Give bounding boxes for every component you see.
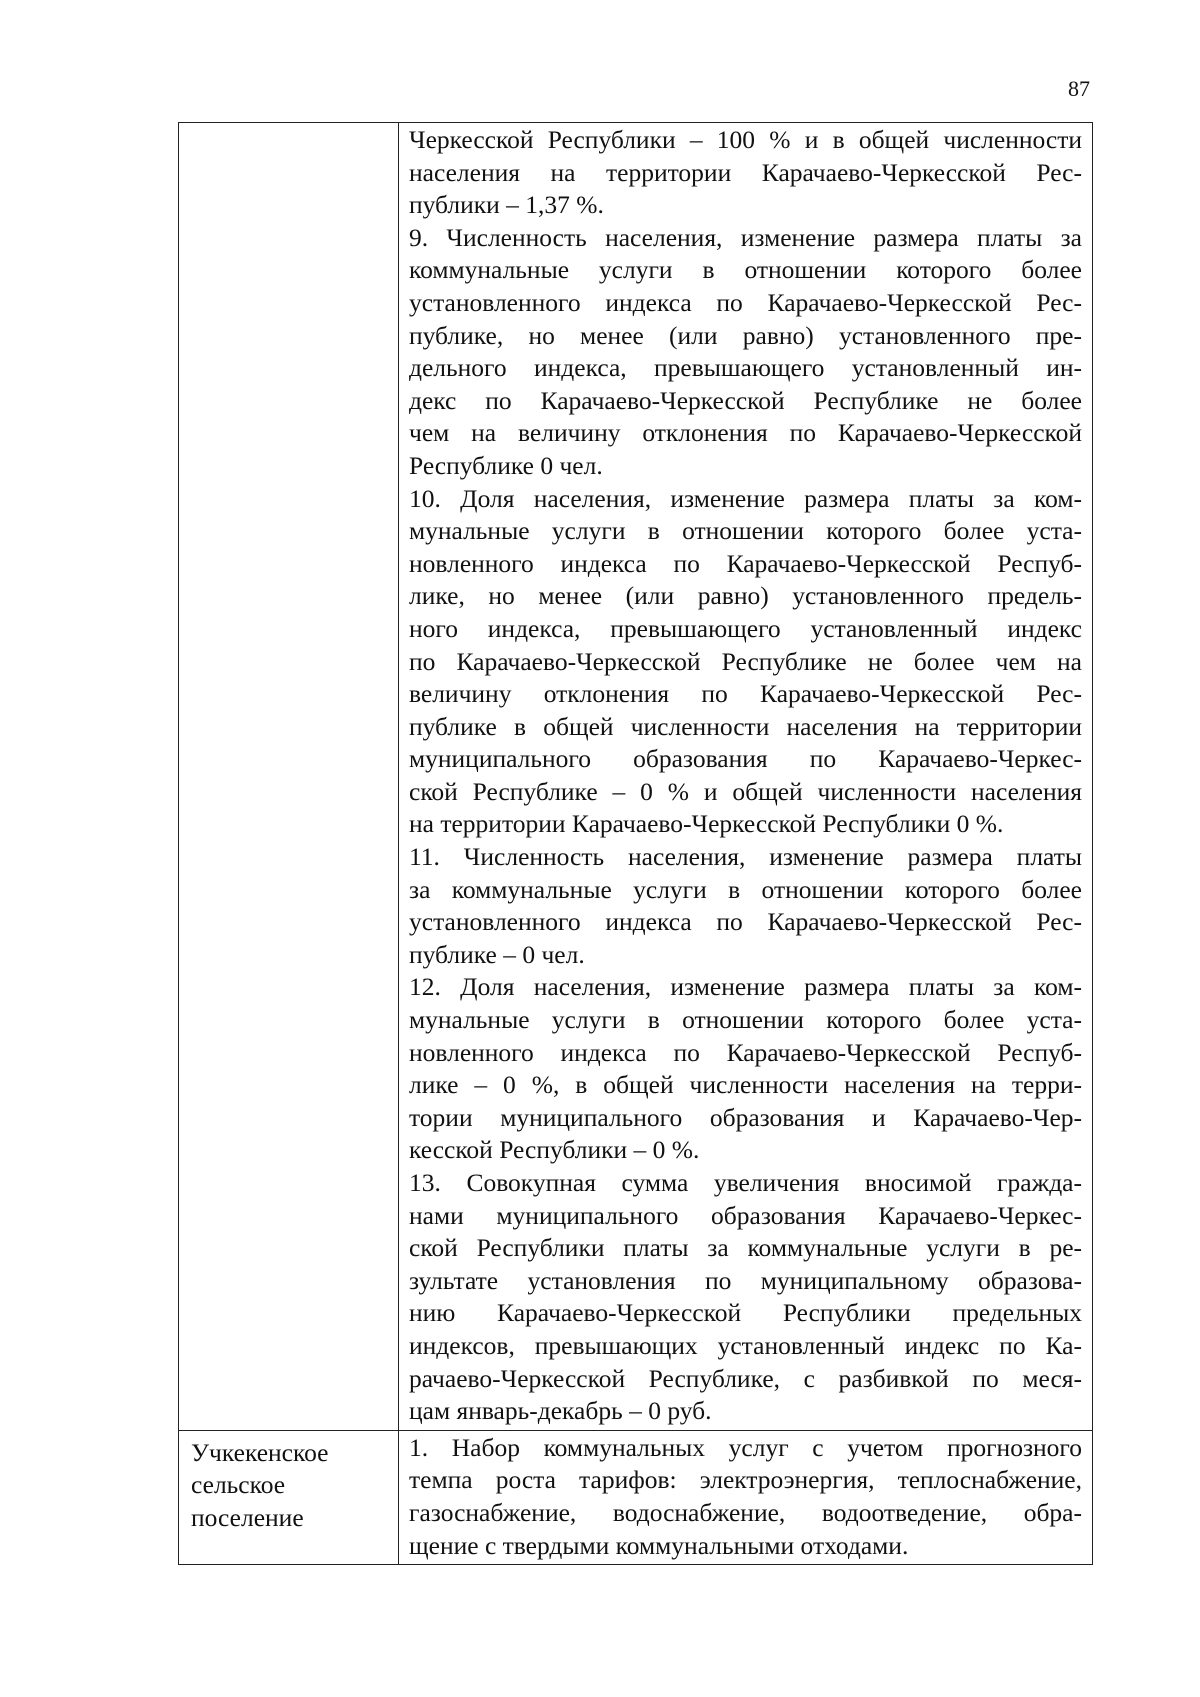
text-line: на территории Карачаево-Черкесской Республики 0 %.	[409, 809, 1004, 839]
text-line: ской Республике – 0 % и общей численности населения	[409, 776, 1082, 806]
text-line: 9. Численность населения, изменение размера платы за	[409, 222, 1082, 252]
document-table	[178, 122, 1093, 1565]
indicators-text	[399, 1431, 1092, 1564]
text-line: зультате установления по муниципальному образова-	[409, 1265, 1082, 1295]
text-line: Республике 0 чел.	[409, 450, 603, 480]
text-line: лике – 0 %, в общей численности населения на терри-	[409, 1070, 1082, 1100]
text-line: муниципального образования по Карачаево-Черкес-	[409, 744, 1082, 774]
text-line: декс по Карачаево-Черкесской Республике не более	[409, 385, 1082, 415]
municipality-name	[179, 123, 398, 135]
text-line: публике в общей численности населения на территории	[409, 711, 1082, 741]
text-line: нами муниципального образования Карачаево-Черкес-	[409, 1200, 1082, 1230]
text-line: публике – 0 чел.	[409, 939, 585, 969]
text-line: 1. Набор коммунальных услуг с учетом прогнозного	[409, 1432, 1082, 1462]
text-line: тории муниципального образования и Карачаево-Чер-	[409, 1102, 1082, 1132]
text-line: публике, но менее (или равно) установленного пре-	[409, 320, 1082, 350]
table-row	[179, 1430, 1093, 1564]
page-number: 87	[1068, 76, 1090, 101]
text-line: газоснабжение, водоснабжение, водоотведение, обра-	[409, 1497, 1082, 1527]
indicators-cell	[399, 1430, 1093, 1564]
municipality-cell	[179, 1430, 399, 1564]
text-line: кесской Республики – 0 %.	[409, 1135, 700, 1165]
indicators-cell	[399, 123, 1093, 1431]
text-line: цам январь-декабрь – 0 руб.	[409, 1396, 712, 1426]
text-line: публики – 1,37 %.	[409, 190, 604, 220]
municipality-name	[179, 1431, 398, 1541]
text-line: установленного индекса по Карачаево-Черкесской Рес-	[409, 287, 1082, 317]
text-line: Черкесской Республики – 100 % и в общей численности	[409, 125, 1082, 154]
text-line: индексов, превышающих установленный индекс по Ка-	[409, 1330, 1082, 1360]
municipality-name-line: Учкекенское	[191, 1437, 329, 1467]
text-line: чем на величину отклонения по Карачаево-Черкесской	[409, 418, 1082, 448]
text-line: дельного индекса, превышающего установленный ин-	[409, 353, 1082, 383]
text-line: населения на территории Карачаево-Черкесской Рес-	[409, 157, 1082, 187]
text-line: 12. Доля населения, изменение размера платы за ком-	[409, 972, 1082, 1002]
municipality-name-line: сельское	[191, 1470, 286, 1500]
text-line: щение с твердыми коммунальными отходами.	[409, 1530, 909, 1560]
text-line: лике, но менее (или равно) установленного предель-	[409, 581, 1082, 611]
text-line: рачаево-Черкесской Республике, с разбивкой по меся-	[409, 1363, 1082, 1393]
text-line: темпа роста тарифов: электроэнергия, теплоснабжение,	[409, 1465, 1082, 1495]
text-line: по Карачаево-Черкесской Республике не более чем на	[409, 646, 1082, 676]
municipality-cell	[179, 123, 399, 1431]
text-line: новленного индекса по Карачаево-Черкесской Респуб-	[409, 1037, 1082, 1067]
text-line: мунальные услуги в отношении которого более уста-	[409, 516, 1082, 546]
municipality-name-line: поселение	[191, 1502, 304, 1532]
text-line: коммунальные услуги в отношении которого более	[409, 255, 1082, 285]
table-body	[179, 123, 1093, 1565]
text-line: за коммунальные услуги в отношении которого более	[409, 874, 1082, 904]
text-line: 10. Доля населения, изменение размера платы за ком-	[409, 483, 1082, 513]
text-line: мунальные услуги в отношении которого более уста-	[409, 1005, 1082, 1035]
indicators-text	[399, 123, 1092, 1430]
text-line: установленного индекса по Карачаево-Черкесской Рес-	[409, 907, 1082, 937]
text-line: величину отклонения по Карачаево-Черкесской Рес-	[409, 679, 1082, 709]
text-line: новленного индекса по Карачаево-Черкесской Респуб-	[409, 548, 1082, 578]
text-line: 13. Совокупная сумма увеличения вносимой гражда-	[409, 1168, 1082, 1197]
text-line: ного индекса, превышающего установленный индекс	[409, 613, 1082, 643]
table-row	[179, 123, 1093, 1431]
text-line: 11. Численность населения, изменение размера платы	[409, 842, 1082, 872]
text-line: ской Республики платы за коммунальные услуги в ре-	[409, 1233, 1082, 1263]
text-line: нию Карачаево-Черкесской Республики предельных	[409, 1298, 1082, 1328]
